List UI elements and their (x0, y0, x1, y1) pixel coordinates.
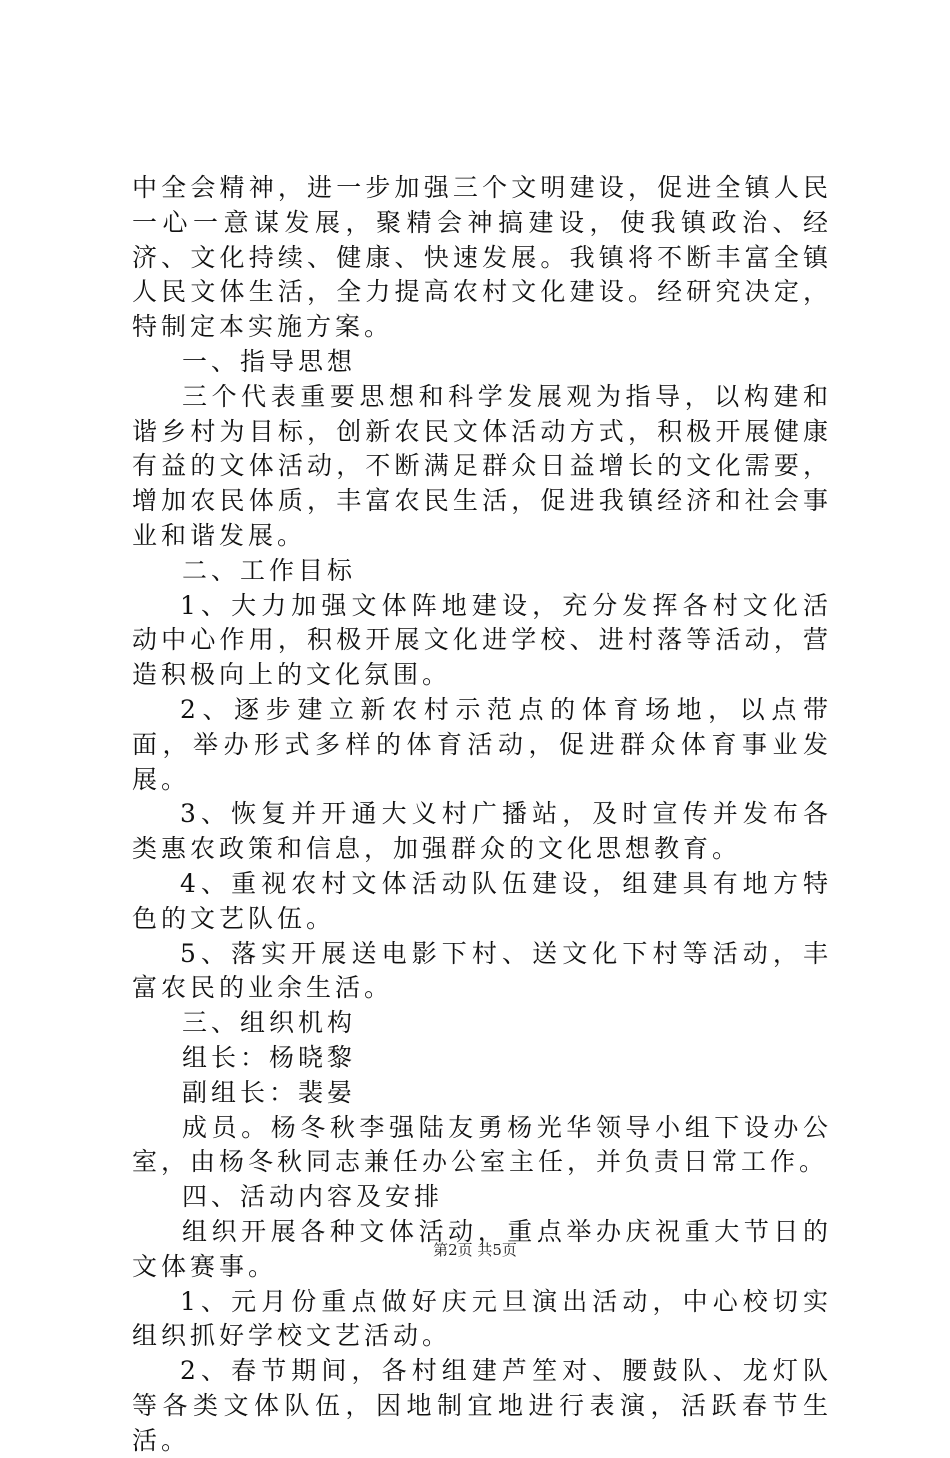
body-paragraph: 副组长：裴晏 (182, 1077, 357, 1107)
section-heading: 三、组织机构 (182, 1008, 357, 1038)
section-heading: 一、指导思想 (182, 346, 357, 376)
document-body (132, 171, 832, 1458)
page-number: 第2页 共5页 (433, 1241, 517, 1259)
list-item: 4、重视农村文体活动队伍建设，组建具有地方特色的文艺队伍。 (132, 868, 832, 933)
list-item: 1、大力加强文体阵地建设，充分发挥各村文化活动中心作用，积极开展文化进学校、进村落等活动，营造积极向上的文化氛围。 (132, 590, 832, 690)
list-item: 1、元月份重点做好庆元旦演出活动，中心校切实组织抓好学校文艺活动。 (132, 1286, 832, 1351)
list-item: 2、逐步建立新农村示范点的体育场地，以点带面，举办形式多样的体育活动，促进群众体育事业发展。 (132, 694, 832, 794)
body-paragraph: 组织开展各种文体活动，重点举办庆祝重大节日的文体赛事。 (132, 1216, 832, 1281)
body-paragraph: 成员。杨冬秋李强陆友勇杨光华领导小组下设办公室，由杨冬秋同志兼任办公室主任，并负责日常工作。 (132, 1112, 832, 1177)
body-paragraph: 三个代表重要思想和科学发展观为指导，以构建和谐乡村为目标，创新农民文体活动方式，积极开展健康有益的文体活动，不断满足群众日益增长的文化需要，增加农民体质，丰富农民生活，促进我镇经济和社会事业和谐发展。 (132, 381, 832, 550)
list-item: 2、春节期间，各村组建芦笙对、腰鼓队、龙灯队等各类文体队伍，因地制宜地进行表演，活跃春节生活。 (132, 1356, 832, 1455)
section-heading: 四、活动内容及安排 (182, 1182, 444, 1212)
section-heading: 二、工作目标 (182, 555, 357, 585)
body-paragraph: 组长：杨晓黎 (182, 1042, 357, 1072)
list-item: 5、落实开展送电影下村、送文化下村等活动，丰富农民的业余生活。 (132, 938, 832, 1003)
body-paragraph: 中全会精神，进一步加强三个文明建设，促进全镇人民一心一意谋发展，聚精会神搞建设，使我镇政治、经济、文化持续、健康、快速发展。我镇将不断丰富全镇人民文体生活，全力提高农村文化建设。经研究决定，特制定本实施方案。 (132, 173, 832, 342)
page-footer (0, 1240, 950, 1260)
list-item: 3、恢复并开通大义村广播站，及时宣传并发布各类惠农政策和信息，加强群众的文化思想教育。 (132, 799, 832, 864)
